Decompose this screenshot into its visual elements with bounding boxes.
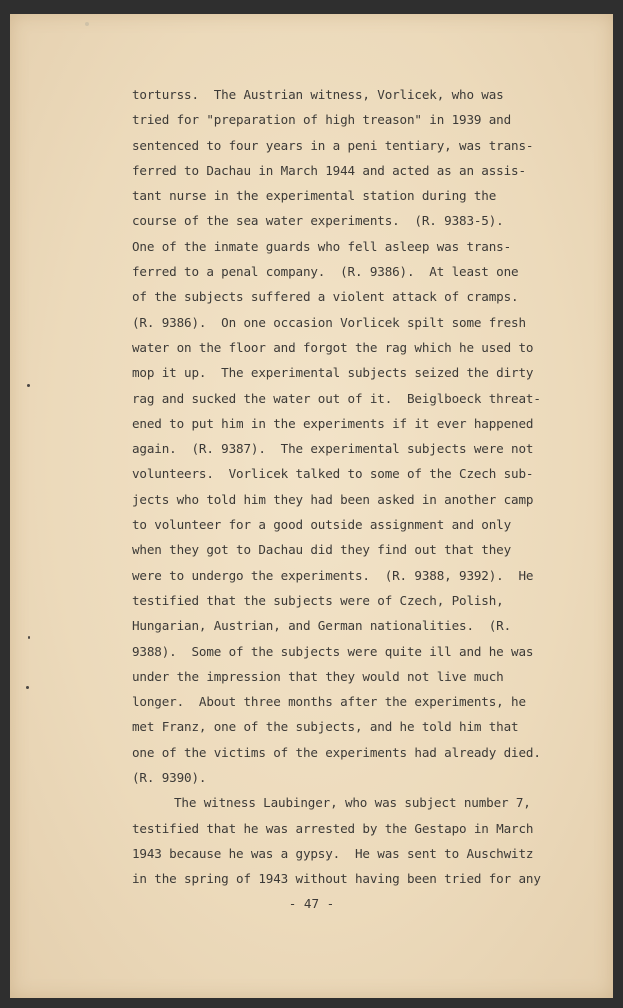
ink-speck bbox=[28, 636, 30, 639]
text-line: ferred to Dachau in March 1944 and acted as an assis- bbox=[132, 162, 526, 178]
text-line: met Franz, one of the subjects, and he told him that bbox=[132, 719, 519, 735]
text-line: course of the sea water experiments. (R. 9383-5). bbox=[132, 213, 504, 229]
text-line: were to undergo the experiments. (R. 9388, 9392). He bbox=[132, 567, 534, 583]
text-line: in the spring of 1943 without having been tried for any bbox=[132, 871, 541, 887]
text-line: to volunteer for a good outside assignment and only bbox=[132, 517, 512, 533]
text-line-paragraph-start: The witness Laubinger, who was subject number 7, bbox=[174, 795, 531, 811]
text-line: ened to put him in the experiments if it ever happened bbox=[132, 415, 534, 431]
text-line: longer. About three months after the experiments, he bbox=[132, 694, 526, 710]
text-line: tant nurse in the experimental station during the bbox=[132, 188, 497, 204]
document-page bbox=[10, 14, 613, 998]
text-line: when they got to Dachau did they find out that they bbox=[132, 542, 512, 558]
text-line: of the subjects suffered a violent attack of cramps. bbox=[132, 289, 519, 305]
pinhole-mark bbox=[85, 22, 89, 26]
text-line: sentenced to four years in a peni tentiary, was trans- bbox=[132, 137, 534, 153]
text-line: 9388). Some of the subjects were quite ill and he was bbox=[132, 643, 534, 659]
ink-speck bbox=[27, 384, 30, 387]
typed-body-text bbox=[132, 82, 572, 892]
text-line: volunteers. Vorlicek talked to some of the Czech sub- bbox=[132, 466, 534, 482]
ink-speck bbox=[26, 686, 29, 689]
text-line: Hungarian, Austrian, and German nationalities. (R. bbox=[132, 618, 512, 634]
text-line: torturss. The Austrian witness, Vorlicek, who was bbox=[132, 87, 504, 102]
text-line: mop it up. The experimental subjects seized the dirty bbox=[132, 365, 534, 381]
text-line: jects who told him they had been asked in another camp bbox=[132, 491, 534, 507]
text-line: (R. 9390). bbox=[132, 770, 207, 786]
text-line: ferred to a penal company. (R. 9386). At least one bbox=[132, 264, 519, 280]
text-line: under the impression that they would not live much bbox=[132, 668, 504, 684]
text-line: rag and sucked the water out of it. Beiglboeck threat- bbox=[132, 390, 541, 406]
text-line: One of the inmate guards who fell asleep was trans- bbox=[132, 238, 512, 254]
text-line: testified that the subjects were of Czech, Polish, bbox=[132, 592, 504, 608]
text-line: testified that he was arrested by the Gestapo in March bbox=[132, 820, 534, 836]
text-line: (R. 9386). On one occasion Vorlicek spilt some fresh bbox=[132, 314, 526, 330]
page-number: - 47 - bbox=[288, 896, 335, 911]
text-line: one of the victims of the experiments had already died. bbox=[132, 744, 541, 760]
text-line: again. (R. 9387). The experimental subjects were not bbox=[132, 441, 534, 457]
text-line: tried for "preparation of high treason" in 1939 and bbox=[132, 112, 512, 128]
text-line: water on the floor and forgot the rag which he used to bbox=[132, 339, 534, 355]
text-line: 1943 because he was a gypsy. He was sent to Auschwitz bbox=[132, 845, 534, 861]
